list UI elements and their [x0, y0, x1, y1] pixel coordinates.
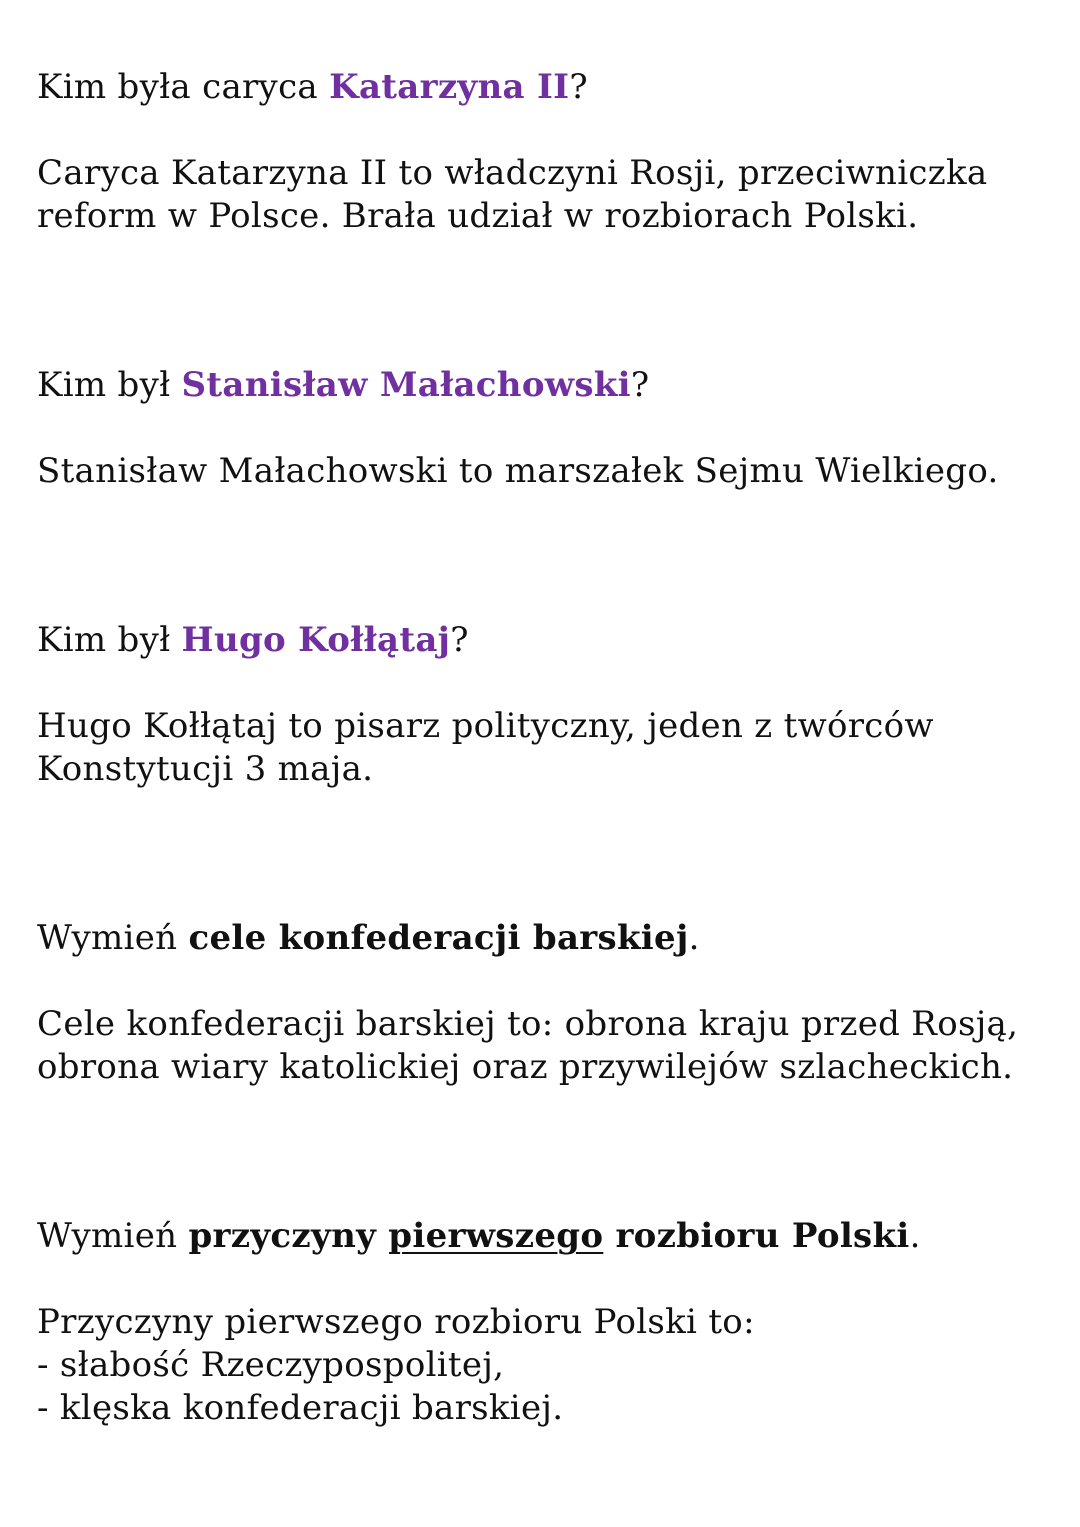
answer-2: Stanisław Małachowski to marszałek Sejmu Wielkiego.	[37, 451, 999, 491]
answer-4: Cele konfederacji barskiej to: obrona kraju przed Rosją, obrona wiary katolickiej oraz przywilejów szlacheckich.	[37, 1004, 1019, 1087]
question-1: Kim była caryca Katarzyna II?	[37, 67, 588, 107]
question-4: Wymień cele konfederacji barskiej.	[37, 918, 700, 958]
question-3: Kim był Hugo Kołłątaj?	[37, 620, 469, 660]
question-2: Kim był Stanisław Małachowski?	[37, 365, 650, 405]
answer-5: Przyczyny pierwszego rozbioru Polski to: - słabość Rzeczypospolitej, - klęska konfederacji barskiej.	[37, 1302, 755, 1428]
answer-1: Caryca Katarzyna II to władczyni Rosji, przeciwniczka reform w Polsce. Brała udział w rozbiorach Polski.	[37, 153, 988, 236]
answer-3: Hugo Kołłątaj to pisarz polityczny, jeden z twórców Konstytucji 3 maja.	[37, 706, 934, 789]
highlight-katarzyna: Katarzyna II	[329, 67, 570, 107]
highlight-kollataj: Hugo Kołłątaj	[181, 620, 451, 660]
highlight-malachowski: Stanisław Małachowski	[181, 365, 631, 405]
bold-cele: cele konfederacji barskiej	[188, 918, 689, 958]
underlined-pierwszego: pierwszego	[388, 1216, 604, 1256]
question-5: Wymień przyczyny pierwszego rozbioru Polski.	[37, 1216, 921, 1256]
